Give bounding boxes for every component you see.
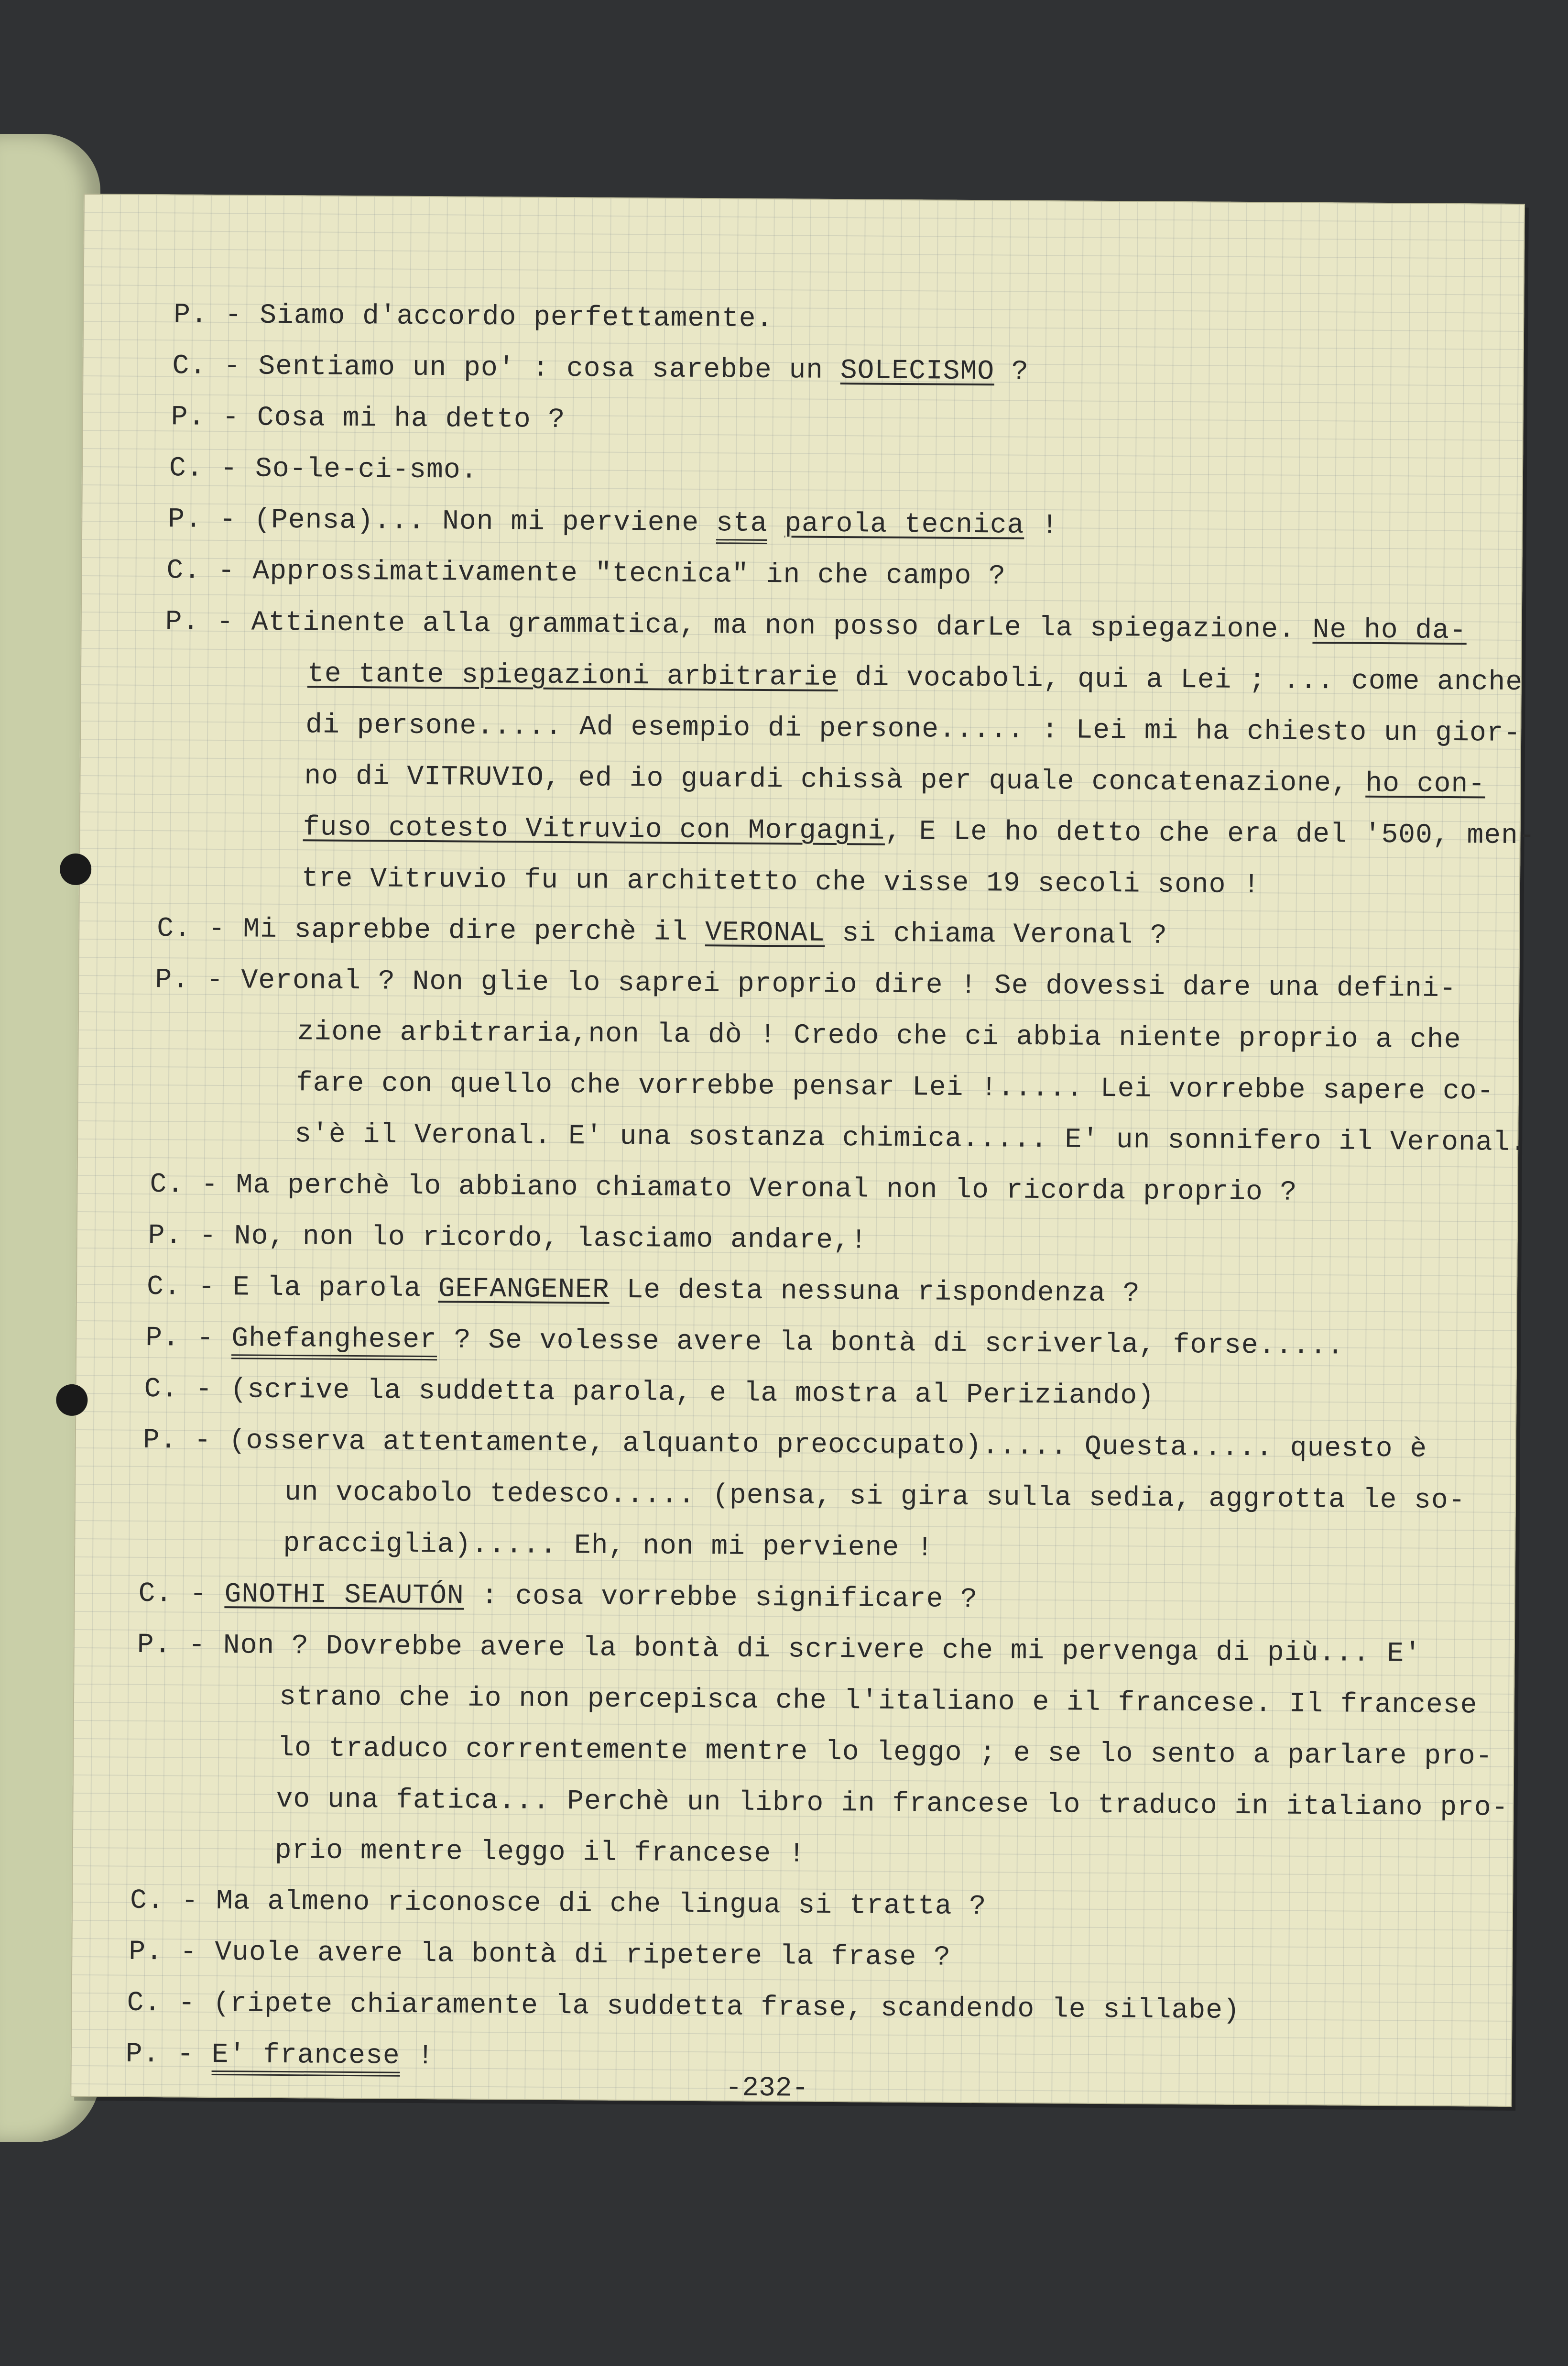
dialogue-line	[161, 760, 1485, 800]
dialogue-line	[145, 1323, 1344, 1362]
underlined-text: ho con-	[1365, 768, 1486, 800]
speaker-label	[162, 731, 305, 732]
line-text: Ma almeno riconosce di che lingua si tratta ?	[216, 1886, 987, 1923]
speaker-label: P. -	[174, 299, 242, 331]
underlined-text: te tante spiegazioni arbitrarie	[307, 658, 838, 694]
line-text: No, non lo ricordo, lasciamo andare,!	[234, 1221, 868, 1257]
speaker-label	[152, 1089, 296, 1090]
line-text: (ripete chiaramente la suddetta frase, scandendo le sillabe)	[213, 1988, 1241, 2026]
line-text: zione arbitraria,non la dò ! Credo che ci abbia niente proprio a che	[297, 1017, 1461, 1056]
speaker-label: P. -	[155, 964, 224, 997]
dialogue-line	[164, 657, 1523, 698]
dialogue-line	[168, 504, 1058, 541]
line-text: si chiama Veronal ?	[825, 918, 1167, 952]
speaker-label	[134, 1754, 277, 1755]
line-text: Ma perchè lo abbiano chiamato Veronal non lo ricorda proprio ?	[236, 1170, 1297, 1208]
line-text: vo una fatica... Perchè un libro in francese lo traduco in italiano pro-	[276, 1784, 1509, 1824]
dialogue-line	[174, 299, 773, 335]
line-text: !	[400, 2040, 435, 2072]
line-text: Sentiamo un po' : cosa sarebbe un	[258, 351, 841, 387]
speaker-label	[158, 885, 302, 886]
line-text: strano che io non percepisca che l'italiano e il francese. Il francese	[279, 1681, 1478, 1721]
dialogue-line	[137, 1630, 1422, 1670]
dialogue-line	[160, 811, 1535, 852]
dialogue-line	[132, 1783, 1508, 1824]
speaker-label	[151, 1140, 294, 1141]
dialogue-line	[131, 1834, 806, 1870]
speaker-label: C. -	[172, 351, 241, 383]
dialogue-line	[134, 1732, 1493, 1773]
line-text: un vocabolo tedesco..... (pensa, si gira sulla sedia, aggrotta le so-	[284, 1477, 1466, 1517]
speaker-label	[131, 1857, 275, 1858]
line-text: , E Le ho detto che era del '500, men-	[884, 816, 1535, 852]
dialogue-line	[150, 1169, 1297, 1208]
line-text: E la parola	[232, 1272, 438, 1305]
underlined-text: sta	[716, 508, 768, 544]
dialogue-line	[130, 1885, 987, 1923]
dialogue-line	[154, 1016, 1461, 1056]
dialogue-line	[140, 1527, 934, 1564]
underlined-text: fuso cotesto Vitruvio con Morgagni	[303, 812, 885, 847]
underlined-text: GNOTHI SEAUTÓN	[224, 1579, 465, 1612]
typewritten-page	[70, 194, 1535, 2107]
dialogue-line	[165, 606, 1467, 646]
dialogue-line	[172, 351, 1029, 388]
line-text: ? Se volesse avere la bontà di scriverla, forse.....	[436, 1325, 1344, 1362]
line-text: prio mentre leggo il francese !	[274, 1835, 806, 1870]
line-text: So-le-ci-smo.	[255, 453, 478, 486]
dialogue-line	[144, 1374, 1154, 1412]
speaker-label: C. -	[144, 1373, 213, 1405]
line-text: Veronal ? Non glie lo saprei proprio dire ! Se dovessi dare una defini-	[241, 965, 1457, 1005]
speaker-label: P. -	[171, 402, 240, 434]
line-text: Mi saprebbe dire perchè il	[243, 914, 706, 949]
speaker-label: P. -	[137, 1629, 206, 1661]
speaker-label	[154, 1038, 297, 1039]
speaker-label: C. -	[130, 1885, 199, 1917]
speaker-label	[160, 833, 303, 834]
underlined-text: VERONAL	[705, 917, 825, 949]
line-text: s'è il Veronal. E' una sostanza chimica..... E' un sonnifero il Veronal.	[294, 1119, 1527, 1159]
line-text: (scrive la suddetta parola, e la mostra al Periziando)	[230, 1374, 1155, 1412]
speaker-label	[141, 1499, 284, 1500]
dialogue-line	[157, 913, 1167, 952]
speaker-label: C. -	[169, 453, 238, 485]
speaker-label: P. -	[145, 1322, 214, 1354]
speaker-label	[140, 1550, 283, 1551]
speaker-label: C. -	[127, 1987, 196, 2019]
speaker-label: C. -	[150, 1169, 218, 1201]
dialogue-line	[143, 1425, 1427, 1465]
speaker-label: P. -	[148, 1220, 217, 1252]
dialogue-line	[171, 402, 566, 436]
speaker-label	[136, 1703, 279, 1704]
binder-hole-top	[60, 854, 91, 885]
line-text: di persone..... Ad esempio di persone..... : Lei mi ha chiesto un gior-	[305, 710, 1521, 750]
underlined-text: Ghefangheser	[231, 1323, 437, 1360]
speaker-label: C. -	[146, 1271, 216, 1303]
line-text: : cosa vorrebbe significare ?	[464, 1580, 978, 1616]
dialogue-line	[138, 1578, 978, 1615]
dialogue-line	[155, 964, 1457, 1005]
line-text: !	[1024, 510, 1059, 542]
line-text: Siamo d'accordo perfettamente.	[260, 300, 773, 335]
dialogue-lines	[84, 194, 1535, 2072]
underlined-text: GEFANGENER	[438, 1273, 610, 1306]
line-text: pracciglia)..... Eh, non mi perviene !	[283, 1528, 934, 1564]
line-text: Cosa mi ha detto ?	[257, 402, 566, 436]
line-text: (osserva attentamente, alquanto preoccupato)..... Questa..... questo è	[229, 1425, 1427, 1465]
speaker-label	[161, 782, 304, 783]
dialogue-line	[126, 2039, 435, 2072]
speaker-label: C. -	[157, 913, 226, 945]
speaker-label: P. -	[168, 504, 237, 536]
speaker-label: C. -	[166, 555, 235, 587]
line-text: di vocaboli, qui a Lei ; ... come anche	[838, 662, 1523, 699]
page-number: -232-	[725, 2072, 809, 2104]
line-text: Approssimativamente "tecnica" in che campo ?	[252, 556, 1006, 592]
line-text: lo traduco correntemente mentre lo leggo ; e se lo sento a parlare pro-	[277, 1732, 1493, 1773]
dialogue-line	[147, 1271, 1140, 1310]
line-text: fare con quello che vorrebbe pensar Lei !..... Lei vorrebbe sapere co-	[295, 1068, 1494, 1107]
underlined-text: parola tecnica	[784, 508, 1024, 541]
speaker-label	[164, 680, 307, 681]
dialogue-line	[127, 1988, 1240, 2026]
line-text: Non ? Dovrebbe avere la bontà di scrivere che mi pervenga di più... E'	[223, 1630, 1422, 1670]
underlined-text: SOLECISMO	[840, 355, 995, 388]
dialogue-line	[136, 1681, 1478, 1721]
line-text: Attinente alla grammatica, ma non posso darLe la spiegazione.	[251, 607, 1313, 646]
speaker-label: P. -	[165, 606, 234, 638]
line-text: ?	[994, 356, 1029, 388]
dialogue-line	[152, 1067, 1494, 1107]
binder-hole-bottom	[56, 1384, 87, 1416]
dialogue-line	[158, 862, 1261, 901]
line-text: Vuole avere la bontà di ripetere la frase ?	[215, 1937, 951, 1973]
dialogue-line	[141, 1476, 1466, 1516]
dialogue-line	[148, 1220, 868, 1257]
dialogue-line	[162, 709, 1521, 749]
underlined-text: Ne ho da-	[1312, 614, 1467, 647]
speaker-label: P. -	[129, 1936, 197, 1968]
dialogue-line	[129, 1937, 951, 1973]
line-text: Le desta nessuna rispondenza ?	[609, 1274, 1140, 1310]
line-text: (Pensa)... Non mi perviene	[254, 504, 717, 539]
underlined-text: E' francese	[212, 2039, 400, 2077]
dialogue-line	[169, 453, 478, 486]
speaker-label: P. -	[125, 2038, 195, 2070]
dialogue-line	[151, 1118, 1527, 1159]
line-text	[767, 508, 784, 539]
line-text: tre Vitruvio fu un architetto che visse 19 secoli sono !	[301, 863, 1261, 901]
line-text: no di VITRUVIO, ed io guardi chissà per quale concatenazione,	[304, 761, 1366, 800]
speaker-label: P. -	[142, 1424, 212, 1457]
speaker-label	[132, 1806, 276, 1807]
dialogue-line	[166, 555, 1006, 592]
speaker-label: C. -	[138, 1578, 207, 1610]
